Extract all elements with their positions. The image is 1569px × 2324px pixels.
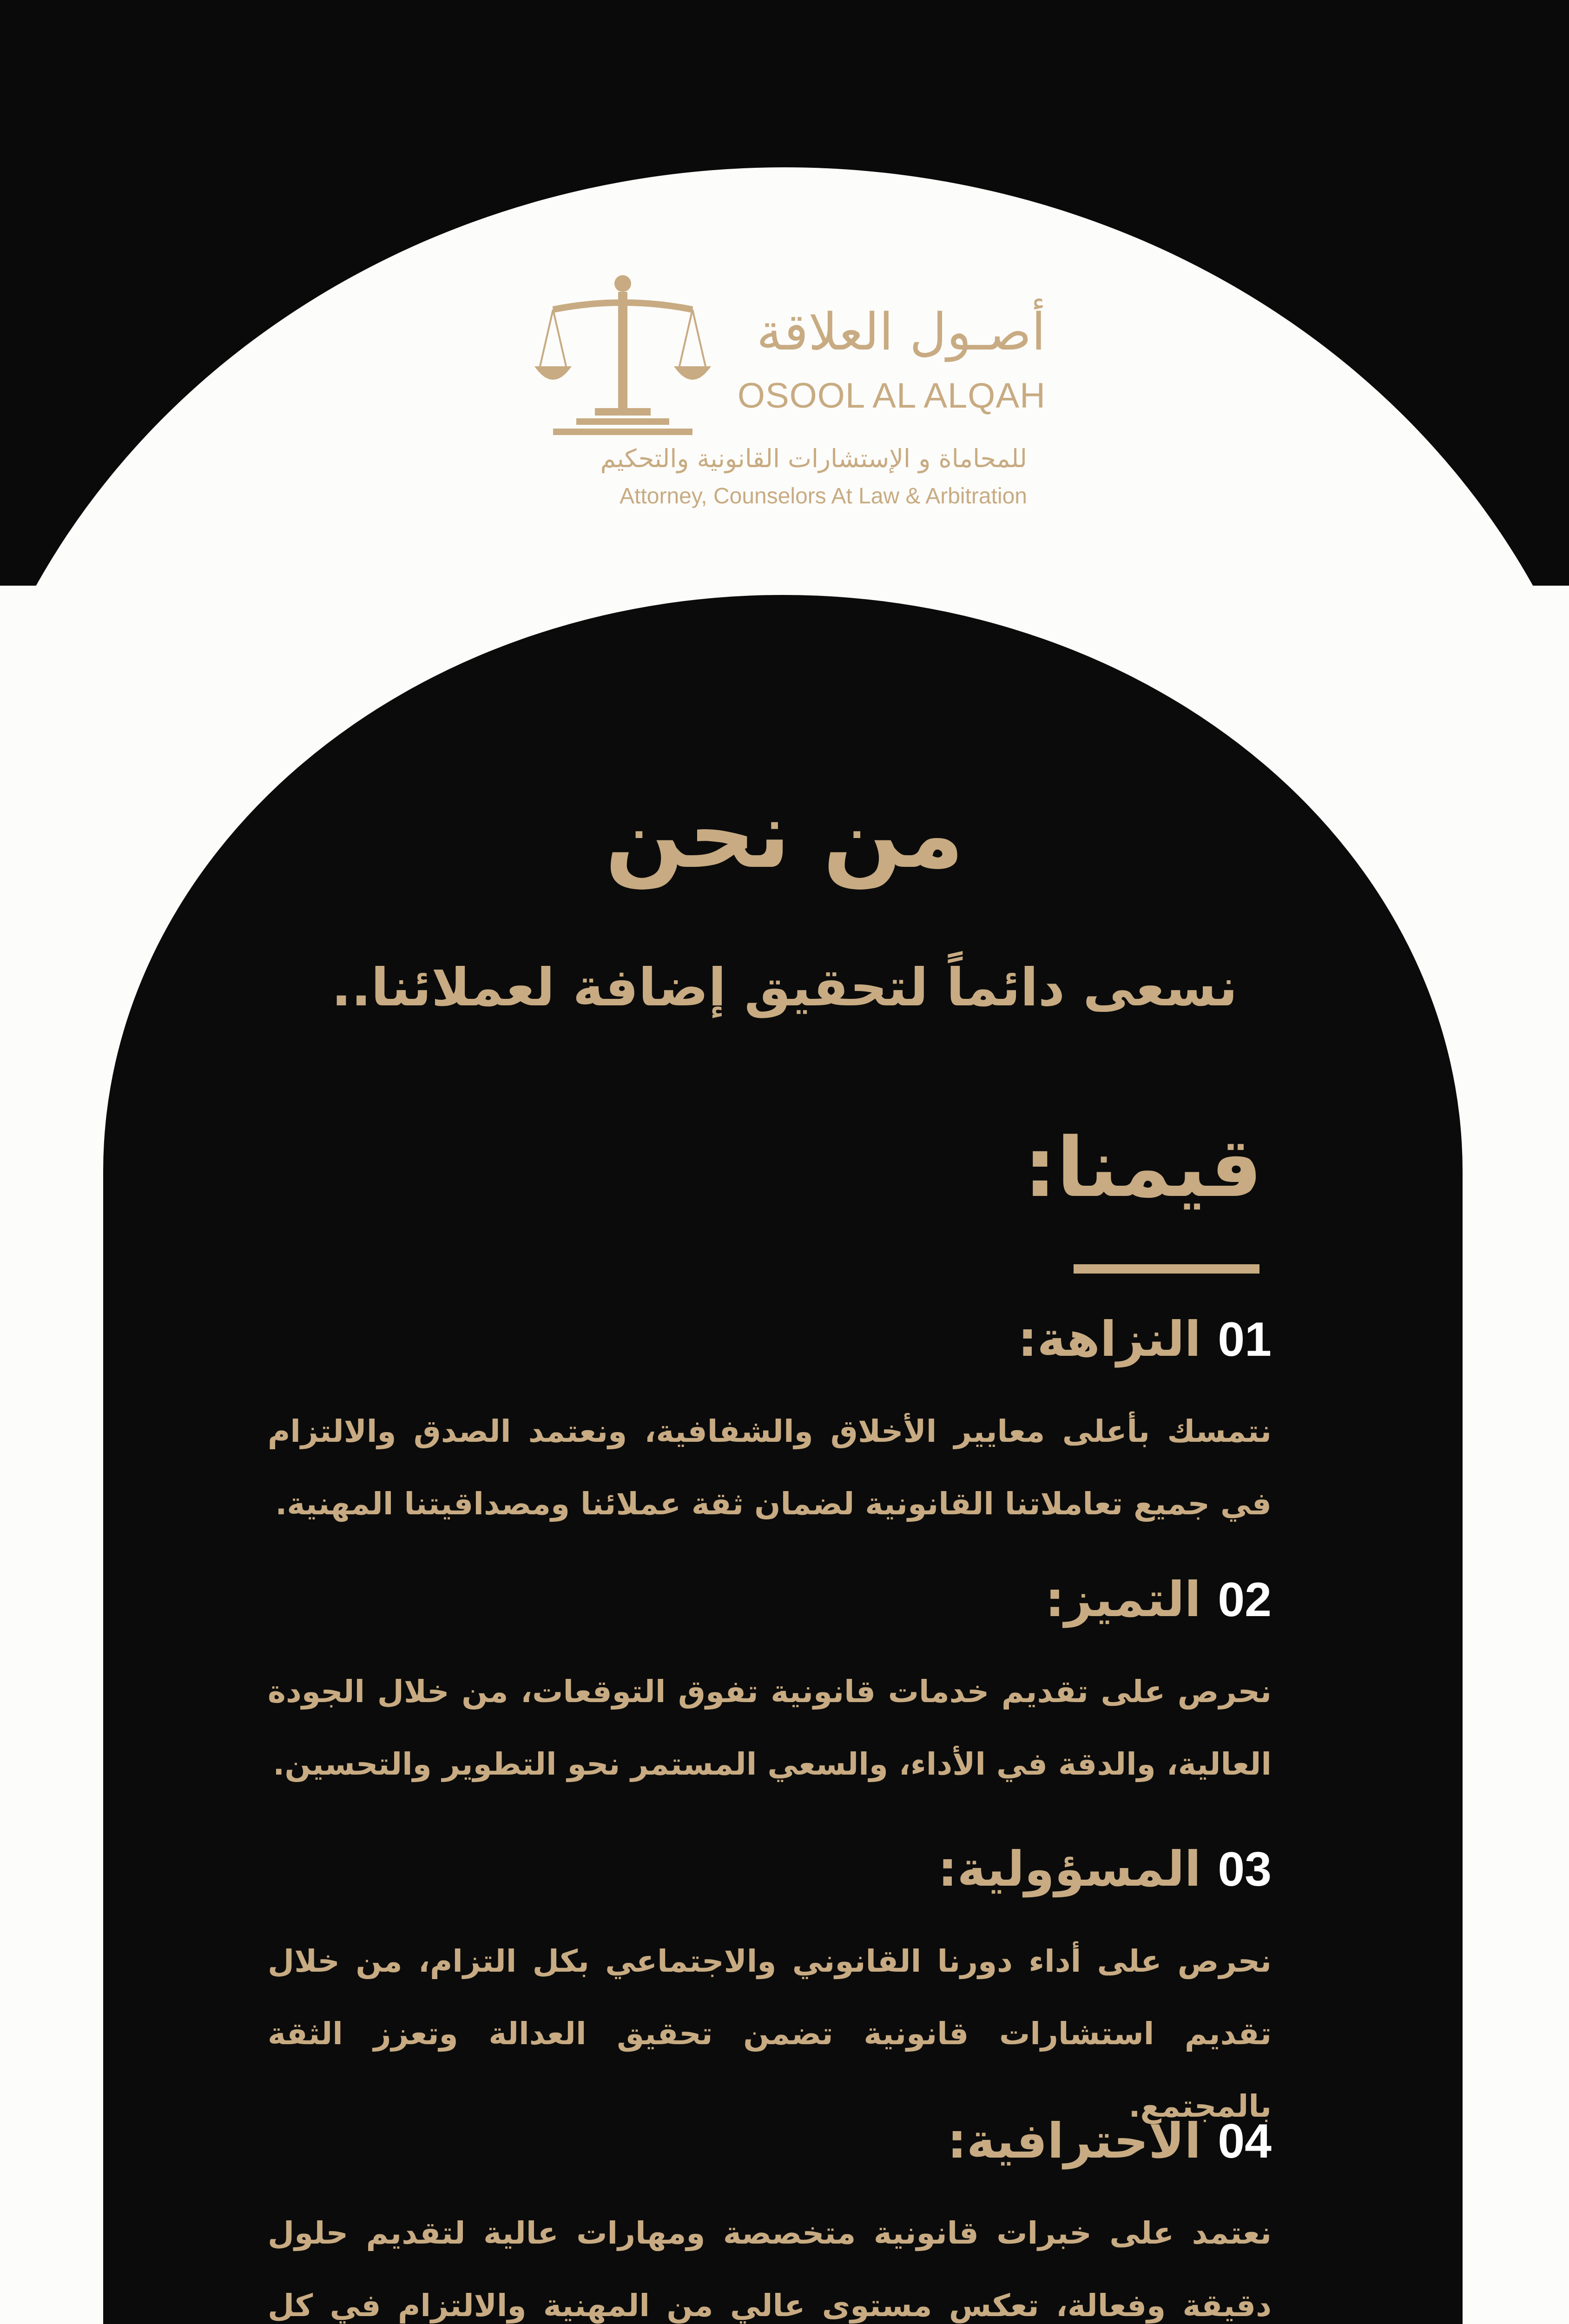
value-item-excellence (268, 1571, 1272, 1801)
value-title: التميز: (1045, 1571, 1201, 1628)
value-description: نحرص على تقديم خدمات قانونية تفوق التوقعات، من خلال الجودة العالية، والدقة في الأداء، والسعي المستمر نحو التطوير والتحسين. (268, 1674, 1272, 1782)
value-heading (268, 1841, 1272, 1897)
value-number: 01 (1218, 1313, 1272, 1367)
page-title: من نحن (605, 781, 964, 889)
values-heading: قيمنا: (1023, 1120, 1262, 1215)
value-description: نحرص على أداء دورنا القانوني والاجتماعي بكل التزام، من خلال تقديم استشارات قانونية تضمن تحقيق العدالة وتعزز الثقة بالمجتمع. (268, 1943, 1272, 2124)
page-subtitle: نسعى دائماً لتحقيق إضافة لعملائنا.. (331, 957, 1238, 1018)
value-title: النزاهة: (1018, 1311, 1201, 1367)
value-number: 04 (1218, 2114, 1272, 2168)
value-number: 03 (1218, 1842, 1272, 1896)
value-heading (268, 2113, 1272, 2169)
brand-tagline-english: Attorney, Counselors At Law & Arbitration (620, 484, 1027, 508)
value-item-integrity (268, 1311, 1272, 1540)
value-heading (268, 1311, 1272, 1367)
value-title: الاحترافية: (947, 2113, 1201, 2169)
value-item-responsibility (268, 1841, 1272, 2143)
values-heading-divider (1074, 1264, 1259, 1274)
brand-name-english: OSOOL AL ALQAH (737, 376, 1046, 416)
brand-name-arabic: أصـول العلاقة (756, 302, 1046, 362)
value-item-professionalism (268, 2113, 1272, 2324)
value-description: نعتمد على خبرات قانونية متخصصة ومهارات عالية لتقديم حلول دقيقة وفعالة، تعكس مستوى عالي من المهنية والالتزام في كل (268, 2215, 1272, 2324)
value-description: نتمسك بأعلى معايير الأخلاق والشفافية، ونعتمد الصدق والالتزام في جميع تعاملاتنا القانونية لضمان ثقة عملائنا ومصداقيتنا المهنية. (268, 1413, 1272, 1522)
value-number: 02 (1218, 1573, 1272, 1627)
value-title: المسؤولية: (938, 1841, 1201, 1897)
value-heading (268, 1571, 1272, 1628)
brand-logo (534, 265, 1046, 525)
brand-tagline-arabic: للمحاماة و الإستشارات القانونية والتحكيم (600, 444, 1027, 473)
scales-of-justice-icon (534, 273, 711, 445)
